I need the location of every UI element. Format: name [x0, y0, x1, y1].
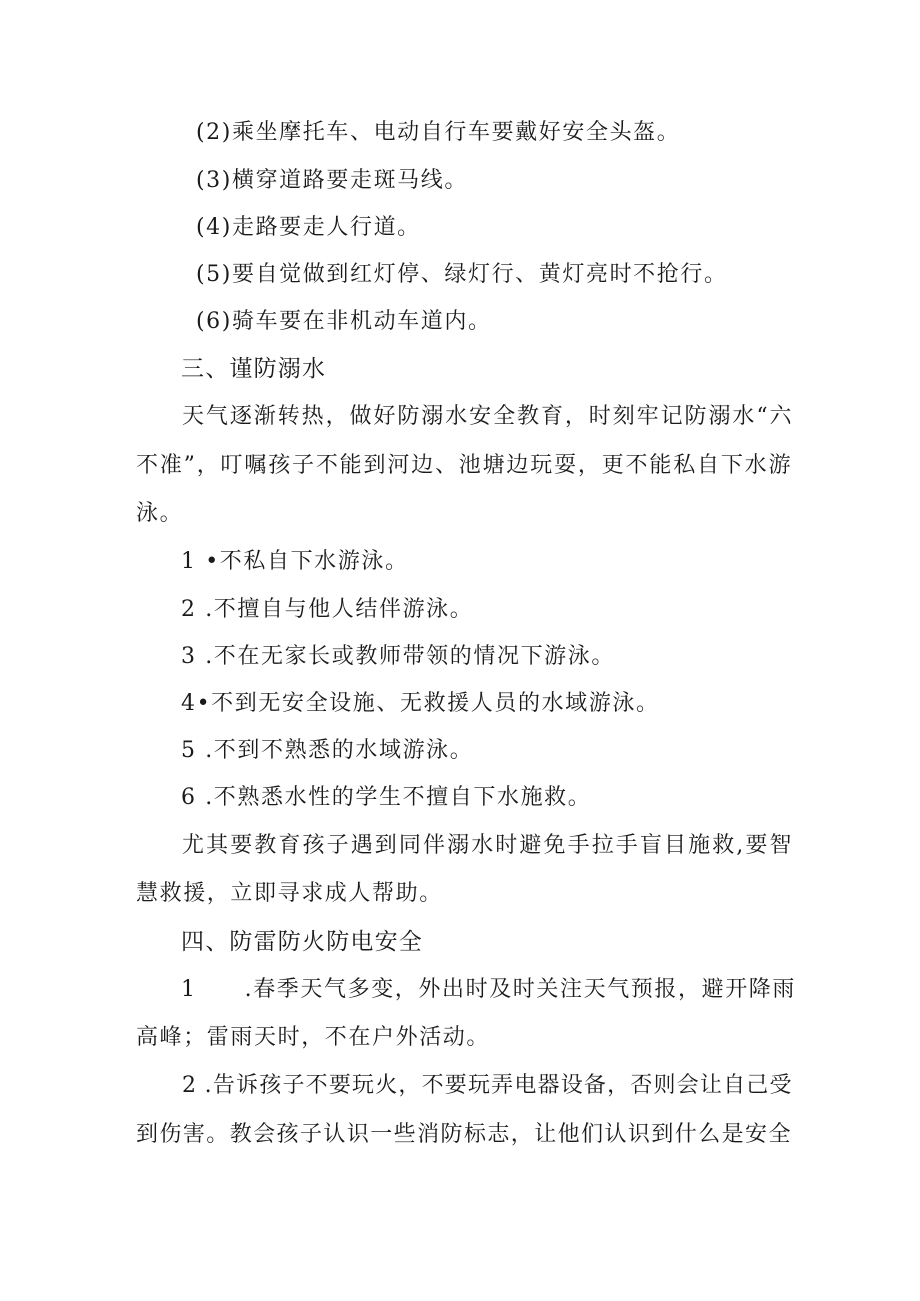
section-heading: 三、谨防溺水 — [181, 356, 327, 382]
list-item: 6 .不熟悉水性的学生不擅自下水施救。 — [181, 785, 592, 810]
paragraph-line: 2 .告诉孩子不要玩火，不要玩弄电器设备，否则会让自己受 — [182, 1073, 792, 1098]
paragraph-line: 泳。 — [136, 501, 184, 526]
list-item: (5)要自觉做到红灯停、绿灯行、黄灯亮时不抢行。 — [196, 262, 728, 287]
paragraph-line: 慧救援，立即寻求成人帮助。 — [136, 881, 443, 906]
list-item: 1 •不私自下水游泳。 — [181, 549, 409, 574]
section-heading: 四、防雷防火防电安全 — [181, 929, 423, 955]
list-item — [181, 975, 796, 1005]
list-item: 3 .不在无家长或教师带领的情况下游泳。 — [181, 644, 615, 669]
list-item: (4)走路要走人行道。 — [196, 215, 421, 240]
paragraph-line: 天气逐渐转热，做好防溺水安全教育，时刻牢记防溺水“六 — [182, 404, 792, 429]
list-item: 4•不到无安全设施、无救援人员的水域游泳。 — [181, 691, 660, 716]
paragraph-line: 不准”，叮嘱孩子不能到河边、池塘边玩耍，更不能私自下水游 — [136, 453, 791, 478]
paragraph-line: 尤其要教育孩子遇到同伴溺水时避免手拉手盲目施救,要智 — [182, 833, 792, 858]
paragraph-line: 到伤害。教会孩子认识一些消防标志，让他们认识到什么是安全 — [136, 1122, 791, 1147]
paragraph-line: 高峰；雷雨天时，不在户外活动。 — [136, 1025, 491, 1050]
list-item-number: 1 — [181, 977, 197, 1002]
list-item: 5 .不到不熟悉的水域游泳。 — [181, 738, 474, 763]
list-item: (2)乘坐摩托车、电动自行车要戴好安全头盔。 — [196, 120, 681, 145]
list-item: 2 .不擅自与他人结伴游泳。 — [181, 597, 474, 622]
list-item-text: .春季天气多变，外出时及时关注天气预报，避开降雨 — [244, 977, 797, 1002]
list-item: (6)骑车要在非机动车道内。 — [196, 309, 492, 334]
list-item: (3)横穿道路要走斑马线。 — [196, 168, 468, 193]
